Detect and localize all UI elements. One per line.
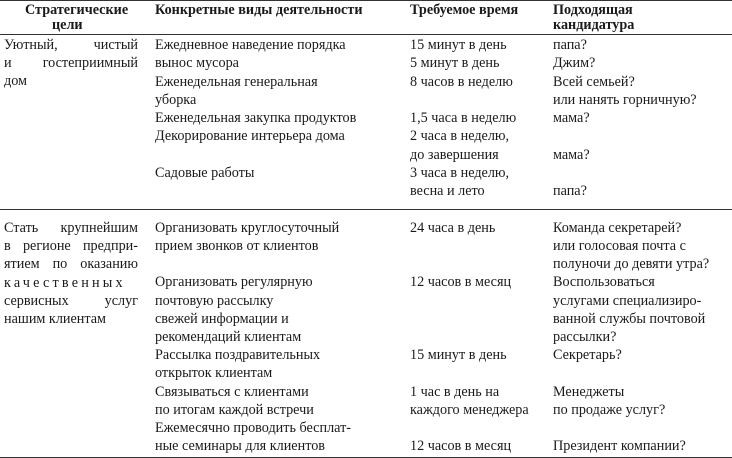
- candidate-line: Президент компании?: [553, 438, 686, 454]
- candidate-line: рассылки?: [553, 329, 617, 345]
- time-line: 24 часа в день: [410, 220, 496, 236]
- activity-line: по итогам каждой встречи: [155, 402, 314, 418]
- candidate-line: мама?: [553, 110, 590, 126]
- activity-line: Ежедневное наведение порядка: [155, 37, 346, 53]
- activity-line: Организовать круглосуточный: [155, 220, 340, 236]
- activity-line: Декорирование интерьера дома: [155, 128, 345, 144]
- time-line: 2 часа в неделю,: [410, 128, 510, 144]
- activity-line: почтовую рассылку: [155, 293, 274, 309]
- section2-goal: [4, 219, 138, 328]
- candidate-line: услугами специализиро-: [553, 293, 702, 309]
- time-line: 3 часа в неделю,: [410, 165, 510, 181]
- time-line: 12 часов в месяц: [410, 274, 512, 290]
- candidate-line: Воспользоваться: [553, 274, 655, 290]
- header-activities: Конкретные виды деятельности: [155, 2, 363, 18]
- activity-line: уборка: [155, 92, 197, 108]
- candidate-line: папа?: [553, 37, 587, 53]
- goal-line: качественных: [4, 274, 126, 291]
- candidate-line: Секретарь?: [553, 347, 622, 363]
- activity-line: прием звонков от клиентов: [155, 238, 319, 254]
- candidate-line: или нанять горничную?: [553, 92, 697, 108]
- header-candidate-line: кандидатура: [553, 17, 635, 33]
- header-goals-line: Стратегические: [25, 2, 129, 18]
- header-goals-line: цели: [52, 17, 83, 33]
- candidate-line: или голосовая почта с: [553, 238, 686, 254]
- activity-line: Еженедельная закупка продуктов: [155, 110, 357, 126]
- candidate-line: ванной службы почтовой: [553, 311, 706, 327]
- header-candidate-line: Подходящая: [553, 2, 633, 18]
- goal-line: дом: [4, 73, 28, 90]
- header-bottom-rule: [0, 34, 732, 35]
- candidate-line: Менеджеты: [553, 384, 625, 400]
- goal-line: в регионе предпри-: [4, 238, 138, 255]
- table-top-rule: [0, 0, 732, 1]
- time-line: 1,5 часа в неделю: [410, 110, 517, 126]
- goal-line: сервисных услуг: [4, 292, 138, 309]
- goal-line: нашим клиентам: [4, 311, 107, 328]
- candidate-line: Джим?: [553, 55, 596, 71]
- time-line: весна и лето: [410, 183, 485, 199]
- candidate-line: полуночи до девяти утра?: [553, 256, 710, 272]
- time-line: до завершения: [410, 147, 499, 163]
- section-divider-rule: [0, 209, 732, 210]
- activity-line: рекомендаций клиентам: [155, 329, 302, 345]
- activity-line: Еженедельная генеральная: [155, 74, 318, 90]
- time-line: 5 минут в день: [410, 55, 500, 71]
- time-line: 15 минут в день: [410, 347, 507, 363]
- activity-line: открыток клиентам: [155, 365, 273, 381]
- candidate-line: мама?: [553, 147, 590, 163]
- header-time: Требуемое время: [410, 2, 519, 18]
- section1-goal: [4, 36, 138, 91]
- goal-line: и гостеприимный: [4, 55, 138, 72]
- goal-line: Уютный, чистый: [4, 37, 138, 53]
- goal-line: Стать крупнейшим: [4, 220, 138, 236]
- time-line: 12 часов в месяц: [410, 438, 512, 454]
- candidate-line: по продаже услуг?: [553, 402, 666, 418]
- time-line: 15 минут в день: [410, 37, 507, 53]
- activity-line: Связываться с клиентами: [155, 384, 309, 400]
- activity-line: Садовые работы: [155, 165, 255, 181]
- candidate-line: папа?: [553, 183, 587, 199]
- goal-line: ятием по оказанию: [4, 256, 138, 273]
- activity-line: свежей информации и: [155, 311, 289, 327]
- candidate-line: Всей семьей?: [553, 74, 635, 90]
- activity-line: Организовать регулярную: [155, 274, 313, 290]
- activity-line: ные семинары для клиентов: [155, 438, 326, 454]
- activity-line: вынос мусора: [155, 55, 239, 71]
- activity-line: Рассылка поздравительных: [155, 347, 321, 363]
- time-line: 1 час в день на: [410, 384, 500, 400]
- candidate-line: Команда секретарей?: [553, 220, 682, 236]
- time-line: 8 часов в неделю: [410, 74, 513, 90]
- activity-line: Ежемесячно проводить бесплат-: [155, 420, 351, 436]
- time-line: каждого менеджера: [410, 402, 529, 418]
